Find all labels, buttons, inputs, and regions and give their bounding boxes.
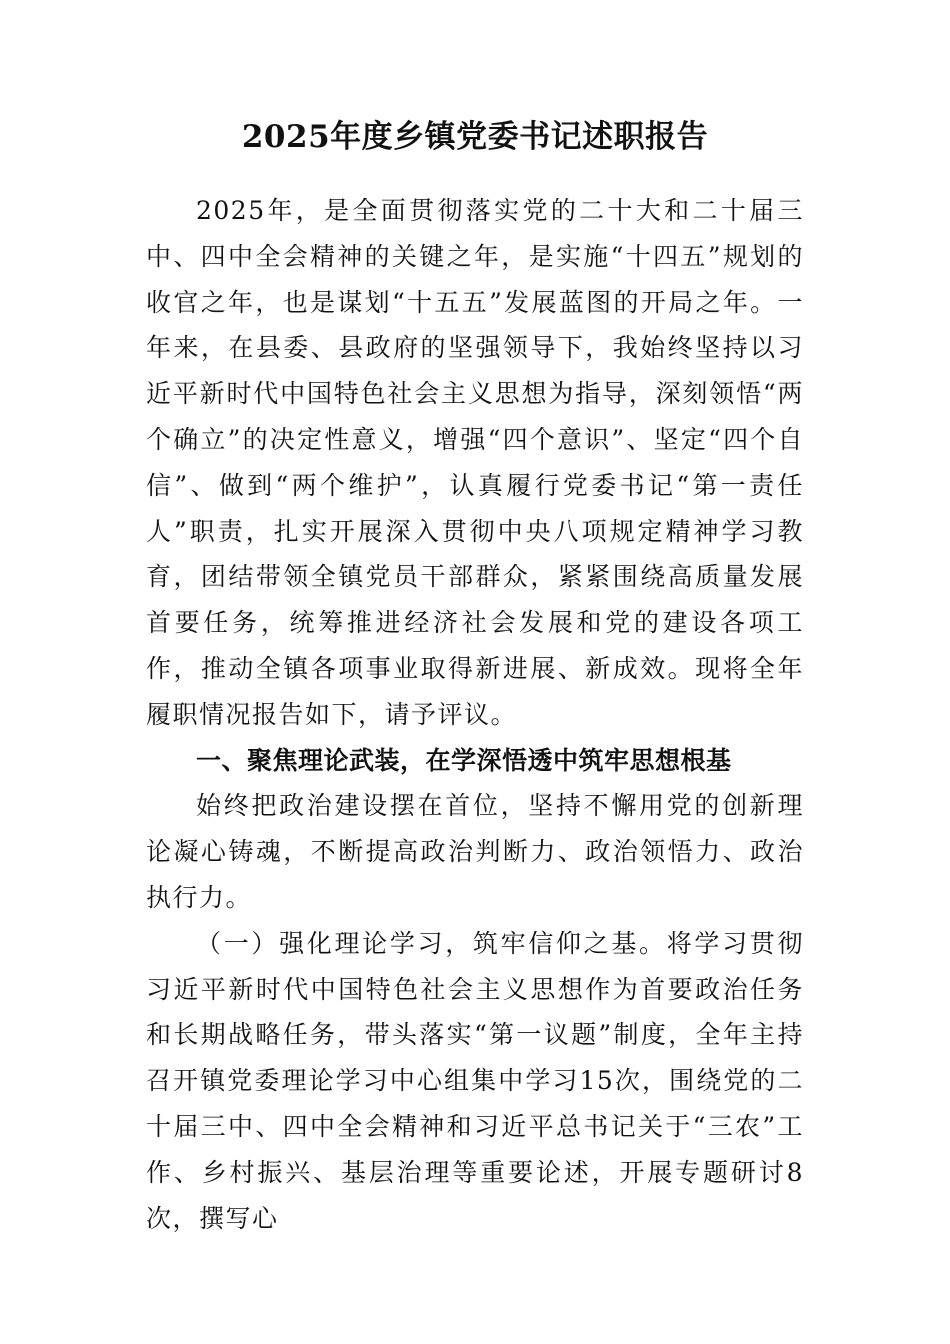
document-title: 2025年度乡镇党委书记述职报告 [241,119,709,155]
subsection-1-paragraph: （一）强化理论学习，筑牢信仰之基。将学习贯彻习近平新时代中国特色社会主义思想作为首要政治任务和长期战略任务，带头落实“第一议题”制度，全年主持召开镇党委理论学习中心组集中学习15次，围绕党的二十届三中、四中全会精神和习近平总书记关于“三农”工作、乡村振兴、基层治理等重要论述，开展专题研讨8次，撰写心 [146,928,804,1233]
intro-paragraph: 2025年，是全面贯彻落实党的二十大和二十届三中、四中全会精神的关键之年，是实施“十四五”规划的收官之年，也是谋划“十五五”发展蓝图的开局之年。一年来，在县委、县政府的坚强领导下，我始终坚持以习近平新时代中国特色社会主义思想为指导，深刻领悟“两个确立”的决定性意义，增强“四个意识”、坚定“四个自信”、做到“两个维护”，认真履行党委书记“第一责任人”职责，扎实开展深入贯彻中央八项规定精神学习教育，团结带领全镇党员干部群众，紧紧围绕高质量发展首要任务，统筹推进经济社会发展和党的建设各项工作，推动全镇各项事业取得新进展、新成效。现将全年履职情况报告如下，请予评议。 [146,196,805,729]
section-1-intro-paragraph: 始终把政治建设摆在首位，坚持不懈用党的创新理论凝心铸魂，不断提高政治判断力、政治领悟力、政治执行力。 [146,791,804,912]
section-heading-1: 一、聚焦理论武装，在学深悟透中筑牢思想根基 [196,745,732,775]
